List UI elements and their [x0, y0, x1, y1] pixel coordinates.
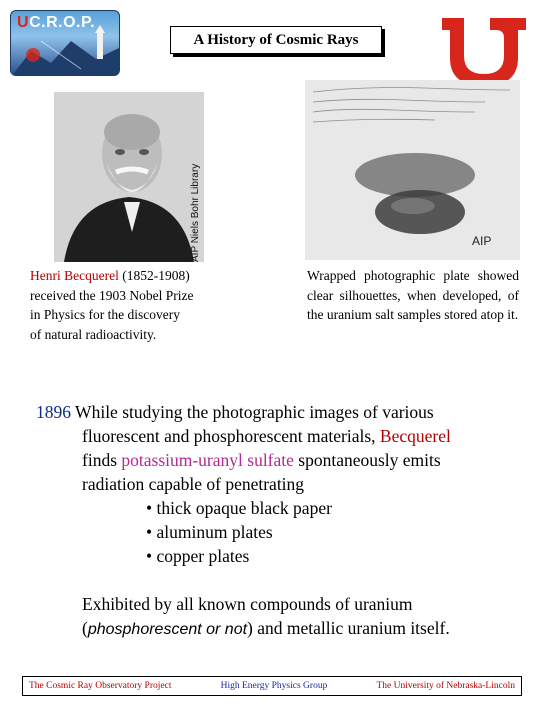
main-line-2: fluorescent and phosphorescent materials, Becquerel [82, 426, 451, 446]
exhibit-paragraph [82, 592, 522, 642]
compound-mention: potassium-uranyl sulfate [121, 450, 294, 470]
ucrop-logo [10, 10, 120, 76]
bullet-item: • copper plates [146, 546, 250, 566]
main-paragraph [36, 400, 516, 568]
caption-line: received the 1903 Nobel Prize [30, 287, 194, 303]
becquerel-portrait [54, 92, 204, 262]
page-title: A History of Cosmic Rays [170, 26, 382, 54]
plate-caption: Wrapped photographic plate showed clear silhouettes, when developed, of the uranium salt samples stored atop it. [307, 268, 519, 322]
photo-credit-left: AIP Niels Bohr Library [190, 163, 201, 262]
exhibit-line-2: (phosphorescent or not) and metallic uranium itself. [82, 618, 450, 638]
exhibit-italic: phosphorescent or not [87, 621, 248, 638]
main-line-1: 1896 While studying the photographic images of various [36, 402, 434, 422]
becquerel-years: (1852-1908) [118, 268, 190, 283]
caption-line: of natural radioactivity. [30, 326, 157, 342]
portrait-image [54, 92, 204, 262]
footer-project: The Cosmic Ray Observatory Project [29, 681, 172, 691]
footer-university: The University of Nebraska-Lincoln [376, 681, 515, 691]
footer-group: High Energy Physics Group [220, 681, 328, 691]
bullet-item: • aluminum plates [146, 522, 273, 542]
plate-image [305, 80, 520, 260]
becquerel-name: Henri Becquerel [30, 268, 119, 283]
main-line-4: radiation capable of penetrating [82, 474, 305, 494]
ucrop-logo-text: UC.R.O.P. [17, 14, 96, 31]
bullet-item: • thick opaque black paper [146, 498, 332, 518]
photo-credit-right: AIP [472, 234, 492, 248]
university-logo-icon [438, 12, 530, 88]
exhibit-line-1: Exhibited by all known compounds of uranium [82, 594, 413, 614]
main-line-3: finds potassium-uranyl sulfate spontaneously emits [82, 450, 441, 470]
logo-scene-icon [11, 11, 120, 76]
becquerel-mention: Becquerel [379, 426, 451, 446]
year-label: 1896 [36, 402, 71, 422]
photographic-plate-image [305, 80, 520, 260]
portrait-caption [30, 266, 270, 344]
footer-bar [22, 676, 522, 696]
caption-line: in Physics for the discovery [30, 307, 180, 322]
